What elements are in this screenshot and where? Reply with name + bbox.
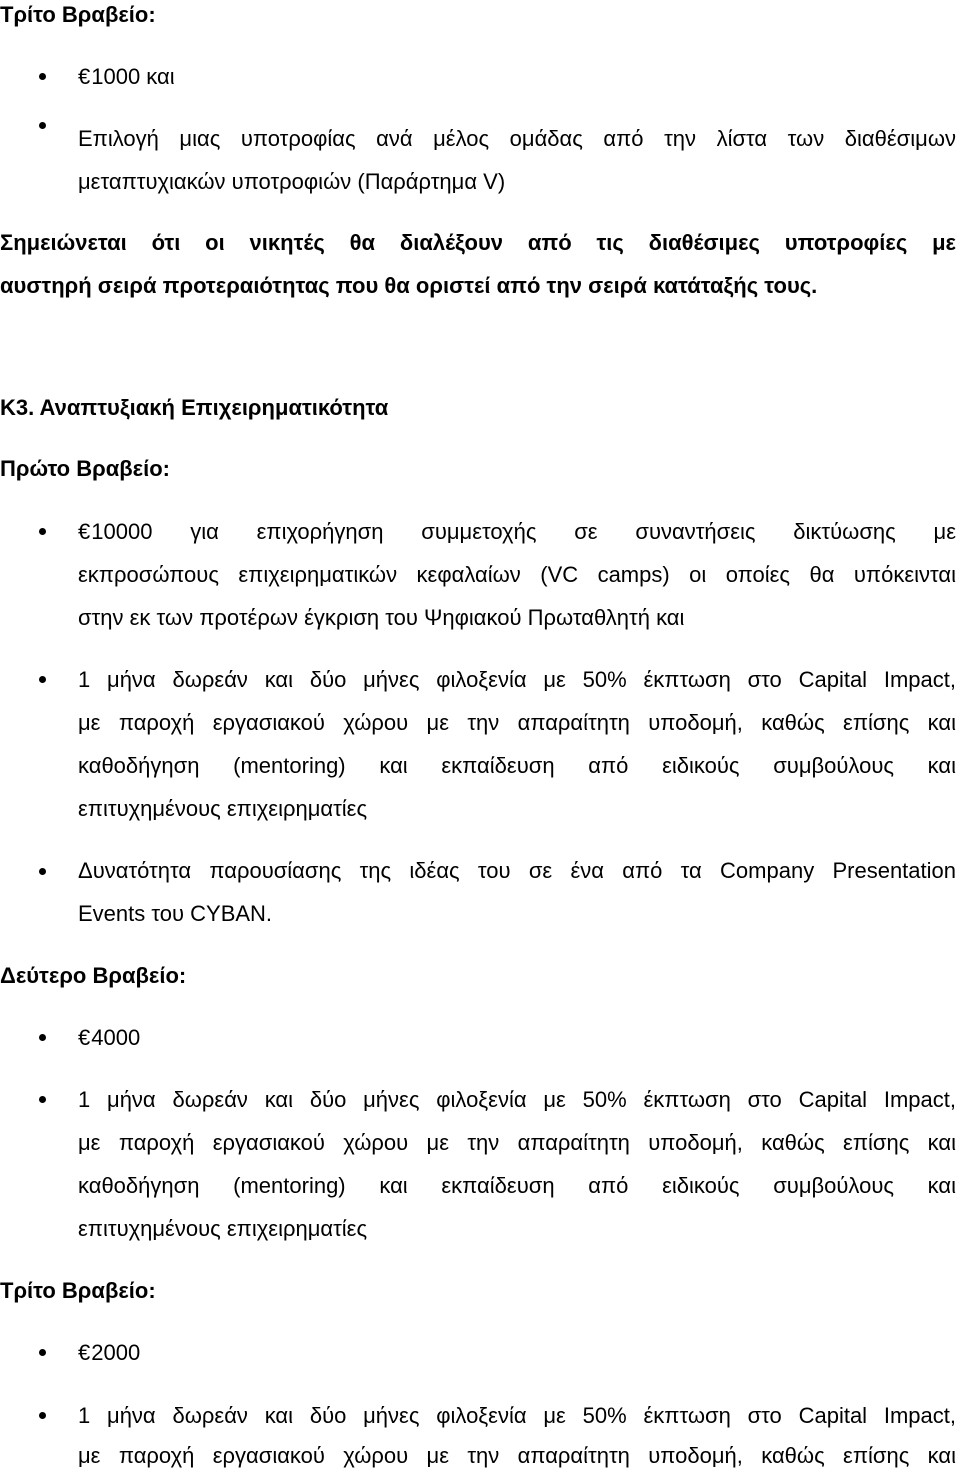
prize-heading: Τρίτο Βραβείο:	[0, 2, 156, 27]
note-line: Σημειώνεται ότι οι νικητές θα διαλέξουν από τις διαθέσιμες υποτροφίες με	[0, 230, 956, 255]
note-line: αυστηρή σειρά προτεραιότητας που θα οριστεί από την σειρά κατάταξής τους.	[0, 273, 818, 298]
prize-item-line: Events του CYBAN.	[78, 901, 273, 926]
prize-heading: Δεύτερο Βραβείο:	[0, 963, 187, 988]
bullet-icon	[39, 1096, 46, 1103]
prize-heading: Τρίτο Βραβείο:	[0, 1278, 156, 1303]
prize-item-line: καθοδήγηση (mentoring) και εκπαίδευση από ειδικούς συμβούλους και	[78, 1173, 956, 1198]
euro-sign: €	[78, 519, 91, 544]
prize-amount: 1000 και	[91, 64, 175, 89]
bullet-icon	[39, 528, 46, 535]
prize-item-line: με παροχή εργασιακού χώρου με την απαραίτητη υποδομή, καθώς επίσης και	[78, 1130, 956, 1155]
section-title: Κ3. Αναπτυξιακή Επιχειρηματικότητα	[0, 395, 389, 420]
prize-item-line: Δυνατότητα παρουσίασης της ιδέας του σε ένα από τα Company Presentation	[78, 858, 956, 883]
prize-item-line: επιτυχημένους επιχειρηματίες	[78, 796, 368, 821]
bullet-icon	[39, 1034, 46, 1041]
prize-item-line: 1 μήνα δωρεάν και δύο μήνες φιλοξενία με 50% έκπτωση στο Capital Impact,	[78, 1087, 956, 1112]
prize-item-line: με παροχή εργασιακού χώρου με την απαραίτητη υποδομή, καθώς επίσης και	[78, 1443, 956, 1468]
prize-item	[78, 1023, 140, 1053]
prize-item-text: 10000 για επιχορήγηση συμμετοχής σε συναντήσεις δικτύωσης με	[91, 519, 956, 544]
euro-sign: €	[78, 1340, 91, 1365]
prize-item-line: επιτυχημένους επιχειρηματίες	[78, 1216, 368, 1241]
prize-item-line	[78, 517, 956, 547]
prize-item-line: μεταπτυχιακών υποτροφιών (Παράρτημα V)	[78, 169, 506, 194]
bullet-icon	[39, 73, 46, 80]
euro-sign: €	[78, 64, 91, 89]
prize-item	[78, 1338, 140, 1368]
bullet-icon	[39, 676, 46, 683]
prize-item-line: με παροχή εργασιακού χώρου με την απαραίτητη υποδομή, καθώς επίσης και	[78, 710, 956, 735]
prize-item-line: καθοδήγηση (mentoring) και εκπαίδευση από ειδικούς συμβούλους και	[78, 753, 956, 778]
bullet-icon	[39, 122, 46, 129]
prize-heading: Πρώτο Βραβείο:	[0, 456, 170, 481]
prize-item-line: 1 μήνα δωρεάν και δύο μήνες φιλοξενία με 50% έκπτωση στο Capital Impact,	[78, 667, 956, 692]
bullet-icon	[39, 1412, 46, 1419]
prize-amount: 4000	[91, 1025, 141, 1050]
euro-sign: €	[78, 1025, 91, 1050]
bullet-icon	[39, 868, 46, 875]
prize-item-line: Επιλογή μιας υποτροφίας ανά μέλος ομάδας από την λίστα των διαθέσιμων	[78, 126, 956, 151]
prize-item	[78, 62, 175, 92]
bullet-icon	[39, 1349, 46, 1356]
prize-item-line: 1 μήνα δωρεάν και δύο μήνες φιλοξενία με 50% έκπτωση στο Capital Impact,	[78, 1403, 956, 1428]
prize-amount: 2000	[91, 1340, 141, 1365]
prize-item-line: στην εκ των προτέρων έγκριση του Ψηφιακού Πρωταθλητή και	[78, 605, 685, 630]
prize-item-line: εκπροσώπους επιχειρηματικών κεφαλαίων (VC camps) οι οποίες θα υπόκεινται	[78, 562, 956, 587]
